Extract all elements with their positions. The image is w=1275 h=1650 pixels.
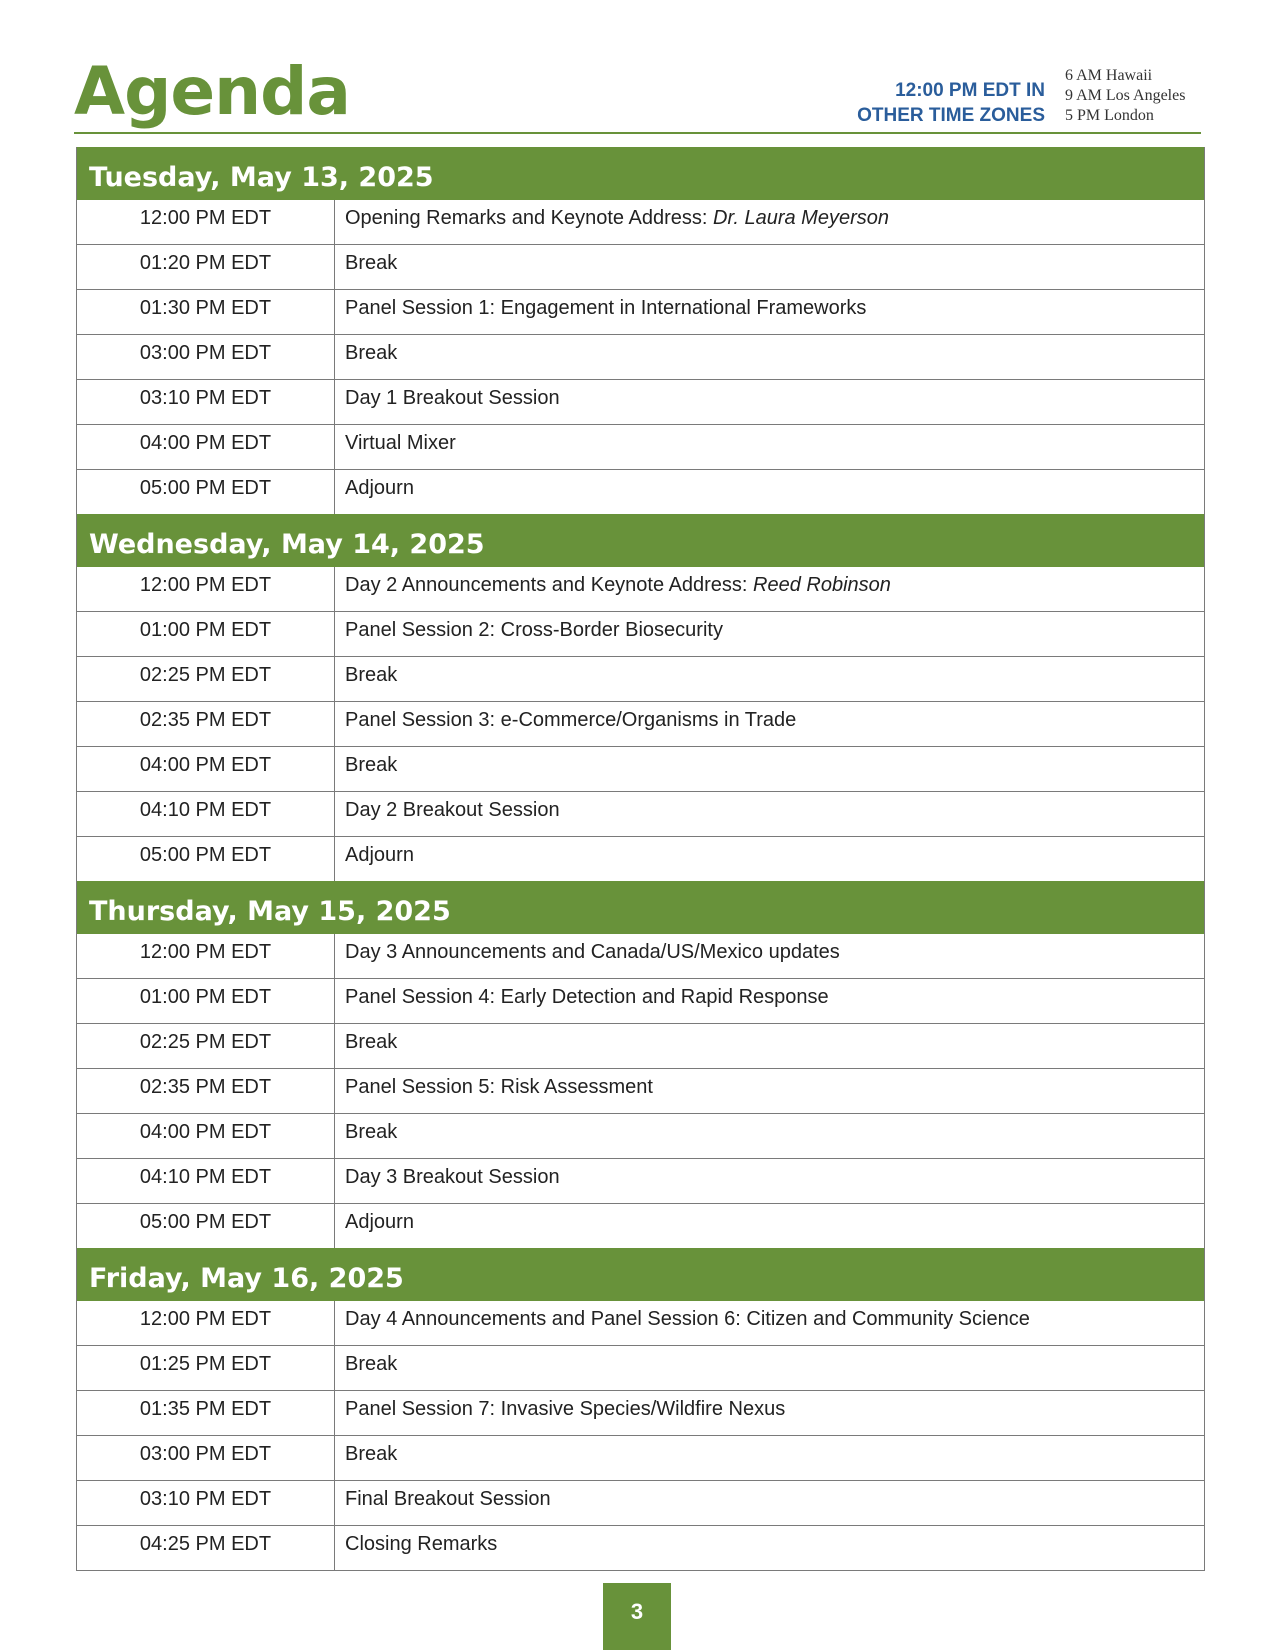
session-title: Panel Session 2: Cross-Border Biosecurity (345, 619, 723, 641)
session-speaker: Reed Robinson (753, 574, 891, 596)
session-time: 04:00 PM EDT (77, 425, 335, 469)
session-time: 05:00 PM EDT (77, 470, 335, 514)
session-event (335, 1159, 1204, 1203)
session-time: 05:00 PM EDT (77, 1204, 335, 1248)
table-row (77, 334, 1204, 379)
session-time: 01:35 PM EDT (77, 1391, 335, 1435)
agenda-table (76, 147, 1205, 1571)
timezone-heading (760, 78, 1045, 128)
session-event (335, 1114, 1204, 1158)
session-title: Day 4 Announcements and Panel Session 6: Citizen and Community Science (345, 1308, 1030, 1330)
session-time: 03:10 PM EDT (77, 1481, 335, 1525)
session-event (335, 1069, 1204, 1113)
session-event (335, 1526, 1204, 1570)
table-row (77, 791, 1204, 836)
session-event (335, 1436, 1204, 1480)
session-event (335, 567, 1204, 611)
table-row (77, 379, 1204, 424)
table-row (77, 746, 1204, 791)
session-title: Break (345, 342, 398, 364)
session-event (335, 290, 1204, 334)
session-time: 01:00 PM EDT (77, 979, 335, 1023)
session-event (335, 470, 1204, 514)
session-title: Day 3 Breakout Session (345, 1166, 560, 1188)
session-title: Panel Session 3: e-Commerce/Organisms in Trade (345, 709, 797, 731)
table-row (77, 1023, 1204, 1068)
session-event (335, 1024, 1204, 1068)
table-row (77, 1301, 1204, 1345)
table-row (77, 244, 1204, 289)
session-event (335, 747, 1204, 791)
session-time: 02:25 PM EDT (77, 657, 335, 701)
session-event (335, 702, 1204, 746)
session-title: Adjourn (345, 1211, 414, 1233)
session-time: 04:25 PM EDT (77, 1526, 335, 1570)
session-event (335, 657, 1204, 701)
timezone-item: 6 AM Hawaii (1065, 67, 1153, 84)
table-row (77, 200, 1204, 244)
session-time: 02:25 PM EDT (77, 1024, 335, 1068)
session-time: 01:25 PM EDT (77, 1346, 335, 1390)
session-event (335, 1301, 1204, 1345)
session-title: Final Breakout Session (345, 1488, 551, 1510)
session-time: 04:00 PM EDT (77, 747, 335, 791)
table-row (77, 611, 1204, 656)
timezone-heading-line: OTHER TIME ZONES (857, 105, 1045, 126)
session-title: Break (345, 1443, 398, 1465)
session-time: 12:00 PM EDT (77, 1301, 335, 1345)
session-title: Day 2 Breakout Session (345, 799, 560, 821)
session-title: Panel Session 5: Risk Assessment (345, 1076, 653, 1098)
session-title: Break (345, 1121, 398, 1143)
session-title: Opening Remarks and Keynote Address: (345, 207, 713, 229)
table-row (77, 1390, 1204, 1435)
session-event (335, 792, 1204, 836)
timezone-heading-line: 12:00 PM EDT IN (895, 80, 1045, 101)
timezone-item: 9 AM Los Angeles (1065, 87, 1186, 104)
session-time: 05:00 PM EDT (77, 837, 335, 881)
session-time: 04:10 PM EDT (77, 1159, 335, 1203)
session-time: 03:00 PM EDT (77, 1436, 335, 1480)
session-event (335, 245, 1204, 289)
timezone-list (1065, 66, 1185, 126)
session-title: Panel Session 1: Engagement in International Frameworks (345, 297, 867, 319)
table-row (77, 469, 1204, 514)
session-title: Break (345, 664, 398, 686)
session-time: 02:35 PM EDT (77, 702, 335, 746)
table-row (77, 836, 1204, 881)
table-row (77, 1113, 1204, 1158)
session-time: 12:00 PM EDT (77, 934, 335, 978)
session-title: Adjourn (345, 844, 414, 866)
table-row (77, 701, 1204, 746)
session-event (335, 335, 1204, 379)
table-row (77, 934, 1204, 978)
day-header: Thursday, May 15, 2025 (77, 881, 1204, 934)
session-title: Break (345, 252, 398, 274)
day-header: Tuesday, May 13, 2025 (77, 147, 1204, 200)
table-row (77, 567, 1204, 611)
session-title: Virtual Mixer (345, 432, 456, 454)
session-title: Closing Remarks (345, 1533, 498, 1555)
table-row (77, 1345, 1204, 1390)
session-title: Day 1 Breakout Session (345, 387, 560, 409)
session-event (335, 612, 1204, 656)
session-title: Break (345, 754, 398, 776)
table-row (77, 1480, 1204, 1525)
day-header: Wednesday, May 14, 2025 (77, 514, 1204, 567)
session-time: 03:10 PM EDT (77, 380, 335, 424)
session-time: 02:35 PM EDT (77, 1069, 335, 1113)
session-title: Break (345, 1031, 398, 1053)
session-event (335, 979, 1204, 1023)
timezone-item: 5 PM London (1065, 107, 1154, 124)
session-time: 04:00 PM EDT (77, 1114, 335, 1158)
table-row (77, 1068, 1204, 1113)
day-header: Friday, May 16, 2025 (77, 1248, 1204, 1301)
page-title: Agenda (74, 53, 350, 130)
session-speaker: Dr. Laura Meyerson (713, 207, 889, 229)
session-title: Day 2 Announcements and Keynote Address: (345, 574, 754, 596)
table-row (77, 289, 1204, 334)
session-time: 03:00 PM EDT (77, 335, 335, 379)
session-event (335, 934, 1204, 978)
table-row (77, 424, 1204, 469)
session-event (335, 1346, 1204, 1390)
session-event (335, 380, 1204, 424)
session-time: 12:00 PM EDT (77, 567, 335, 611)
session-title: Break (345, 1353, 398, 1375)
session-title: Adjourn (345, 477, 414, 499)
table-row (77, 656, 1204, 701)
session-event (335, 837, 1204, 881)
session-event (335, 200, 1204, 244)
table-row (77, 978, 1204, 1023)
session-title: Panel Session 7: Invasive Species/Wildfire Nexus (345, 1398, 786, 1420)
page-number: 3 (603, 1583, 671, 1650)
session-event (335, 425, 1204, 469)
session-title: Day 3 Announcements and Canada/US/Mexico updates (345, 941, 840, 963)
header-divider (74, 132, 1201, 134)
table-row (77, 1203, 1204, 1248)
table-row (77, 1158, 1204, 1203)
table-row (77, 1525, 1204, 1570)
session-title: Panel Session 4: Early Detection and Rapid Response (345, 986, 829, 1008)
session-time: 12:00 PM EDT (77, 200, 335, 244)
session-time: 01:00 PM EDT (77, 612, 335, 656)
session-time: 04:10 PM EDT (77, 792, 335, 836)
session-time: 01:20 PM EDT (77, 245, 335, 289)
session-event (335, 1204, 1204, 1248)
session-event (335, 1391, 1204, 1435)
session-event (335, 1481, 1204, 1525)
session-time: 01:30 PM EDT (77, 290, 335, 334)
table-row (77, 1435, 1204, 1480)
